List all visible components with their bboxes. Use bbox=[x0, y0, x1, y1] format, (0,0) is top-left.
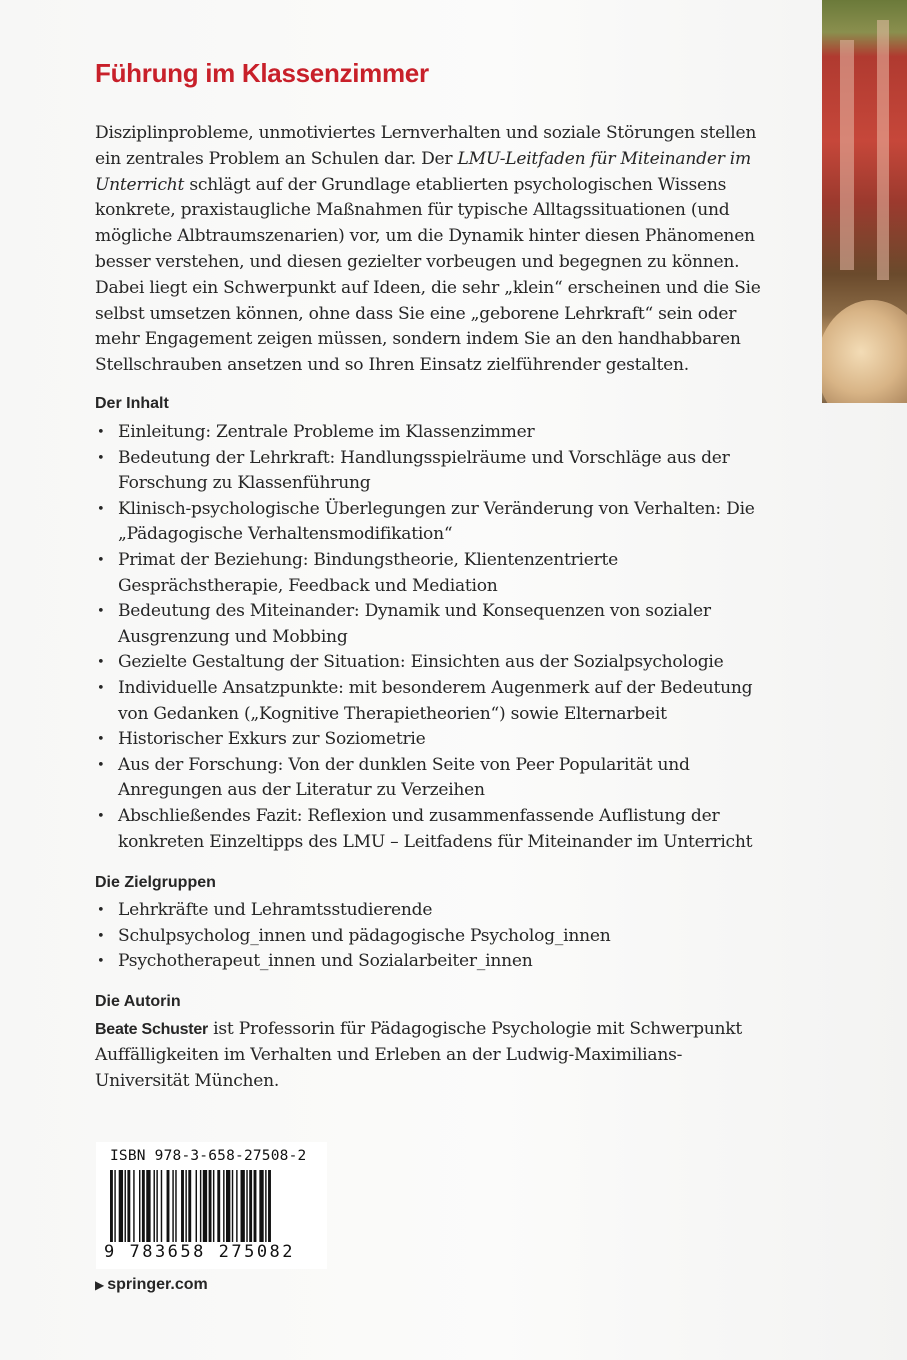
list-item: • Aus der Forschung: Von der dunklen Seite von Peer Popularität und Anregungen aus der Literatur zu Verzeihen bbox=[95, 753, 775, 804]
list-item: • Bedeutung der Lehrkraft: Handlungsspielräume und Vorschläge aus der Forschung zu Klassenführung bbox=[95, 446, 775, 497]
barcode-digits: 9 783658 275082 bbox=[104, 1242, 296, 1262]
barcode-bar bbox=[185, 1170, 186, 1242]
barcode-bar bbox=[119, 1170, 123, 1242]
barcode bbox=[110, 1170, 313, 1242]
barcode-bar bbox=[172, 1170, 173, 1242]
section-heading-inhalt: Der Inhalt bbox=[95, 395, 169, 412]
barcode-bar bbox=[259, 1170, 263, 1242]
barcode-bar bbox=[200, 1170, 201, 1242]
inhalt-list bbox=[95, 420, 775, 855]
section-heading-autorin: Die Autorin bbox=[95, 993, 181, 1010]
barcode-bar bbox=[213, 1170, 214, 1242]
list-item: • Schulpsycholog_innen und pädagogische Psycholog_innen bbox=[95, 924, 775, 950]
barcode-bar bbox=[223, 1170, 224, 1242]
barcode-bar bbox=[142, 1170, 145, 1242]
list-item: • Abschließendes Fazit: Reflexion und zusammenfassende Auflistung der konkreten Einzeltipps des LMU – Leitfadens für Miteinander im Unterricht bbox=[95, 804, 775, 855]
barcode-bar bbox=[127, 1170, 130, 1242]
barcode-bar bbox=[188, 1170, 191, 1242]
barcode-bar bbox=[156, 1170, 157, 1242]
isbn-label: ISBN 978-3-658-27508-2 bbox=[110, 1148, 307, 1164]
list-item: • Psychotherapeut_innen und Sozialarbeiter_innen bbox=[95, 949, 775, 975]
barcode-bar bbox=[146, 1170, 150, 1242]
author-name: Beate Schuster bbox=[95, 1021, 208, 1038]
photo-curtain-stripe bbox=[877, 20, 889, 280]
list-item: • Einleitung: Zentrale Probleme im Klassenzimmer bbox=[95, 420, 775, 446]
barcode-bar bbox=[241, 1170, 245, 1242]
barcode-bar bbox=[254, 1170, 257, 1242]
triangle-right-icon: ▶ bbox=[95, 1278, 105, 1292]
barcode-bar bbox=[196, 1170, 197, 1242]
cover-photo bbox=[822, 0, 907, 403]
intro-paragraph: Disziplinprobleme, unmotiviertes Lernverhalten und soziale Störungen stellen ein zentrales Problem an Schulen dar. Der LMU-Leitfaden für Miteinander im Unterricht schlägt auf der Grundlage etablierten psychologischen Wissens konkrete, praxistaugliche Maßnahmen für typische Alltagssituationen (und mögliche Albtraumszenarien) vor, um die Dynamik hinter diesen Phänomenen besser verstehen, und diesen gezielter vorbeugen und begegnen zu können. Dabei liegt ein Schwerpunkt auf Ideen, die sehr „klein“ erscheinen und die Sie selbst umsetzen können, ohne dass Sie eine „geborene Lehrkraft“ sein oder mehr Engagement zeigen müssen, sondern indem Sie an den handhabbaren Stellschrauben ansetzen und so Ihren Einsatz zielführender gestalten. bbox=[95, 123, 761, 376]
guide-title: LMU-Leitfaden für Miteinander im Unterricht bbox=[95, 148, 751, 195]
barcode-bar bbox=[246, 1170, 247, 1242]
barcode-bar bbox=[203, 1170, 207, 1242]
list-item: • Historischer Exkurs zur Soziometrie bbox=[95, 727, 775, 753]
barcode-bar bbox=[181, 1170, 184, 1242]
barcode-bar bbox=[265, 1170, 266, 1242]
author-bio: Beate Schuster ist Professorin für Pädagogische Psychologie mit Schwerpunkt Auffälligkeiten im Verhalten und Erleben an der Ludwig-Maximilians-Universität München. bbox=[95, 1019, 743, 1091]
list-item: • Bedeutung des Miteinander: Dynamik und Konsequenzen von sozialer Ausgrenzung und Mobbing bbox=[95, 599, 775, 650]
barcode-bar bbox=[133, 1170, 134, 1242]
barcode-bar bbox=[249, 1170, 252, 1242]
barcode-bar bbox=[154, 1170, 155, 1242]
barcode-bar bbox=[139, 1170, 140, 1242]
publisher-link[interactable]: ▶ springer.com bbox=[95, 1276, 208, 1293]
barcode-bar bbox=[236, 1170, 237, 1242]
barcode-bar bbox=[232, 1170, 233, 1242]
list-item: • Primat der Beziehung: Bindungstheorie, Klientenzentrierte Gesprächstherapie, Feedback und Mediation bbox=[95, 548, 775, 599]
barcode-box bbox=[96, 1142, 327, 1269]
barcode-bar bbox=[110, 1170, 113, 1242]
list-item: • Klinisch-psychologische Überlegungen zur Veränderung von Verhalten: Die „Pädagogische Verhaltensmodifikation“ bbox=[95, 497, 775, 548]
barcode-bar bbox=[167, 1170, 170, 1242]
list-item: • Lehrkräfte und Lehramtsstudierende bbox=[95, 898, 775, 924]
barcode-bar bbox=[217, 1170, 220, 1242]
barcode-bar bbox=[268, 1170, 271, 1242]
barcode-bar bbox=[125, 1170, 126, 1242]
section-heading-zielgruppen: Die Zielgruppen bbox=[95, 874, 216, 891]
list-item: • Individuelle Ansatzpunkte: mit besonderem Augenmerk auf der Bedeutung von Gedanken („Kognitive Therapietheorien“) sowie Elternarbeit bbox=[95, 676, 775, 727]
barcode-bar bbox=[114, 1170, 115, 1242]
barcode-bar bbox=[175, 1170, 176, 1242]
list-item: • Gezielte Gestaltung der Situation: Einsichten aus der Sozialpsychologie bbox=[95, 650, 775, 676]
book-title: Führung im Klassenzimmer bbox=[95, 58, 429, 88]
zielgruppen-list bbox=[95, 898, 775, 975]
photo-curtain-stripe bbox=[840, 40, 854, 270]
barcode-bar bbox=[209, 1170, 212, 1242]
photo-head bbox=[822, 300, 907, 403]
barcode-bar bbox=[226, 1170, 230, 1242]
barcode-bar bbox=[161, 1170, 162, 1242]
